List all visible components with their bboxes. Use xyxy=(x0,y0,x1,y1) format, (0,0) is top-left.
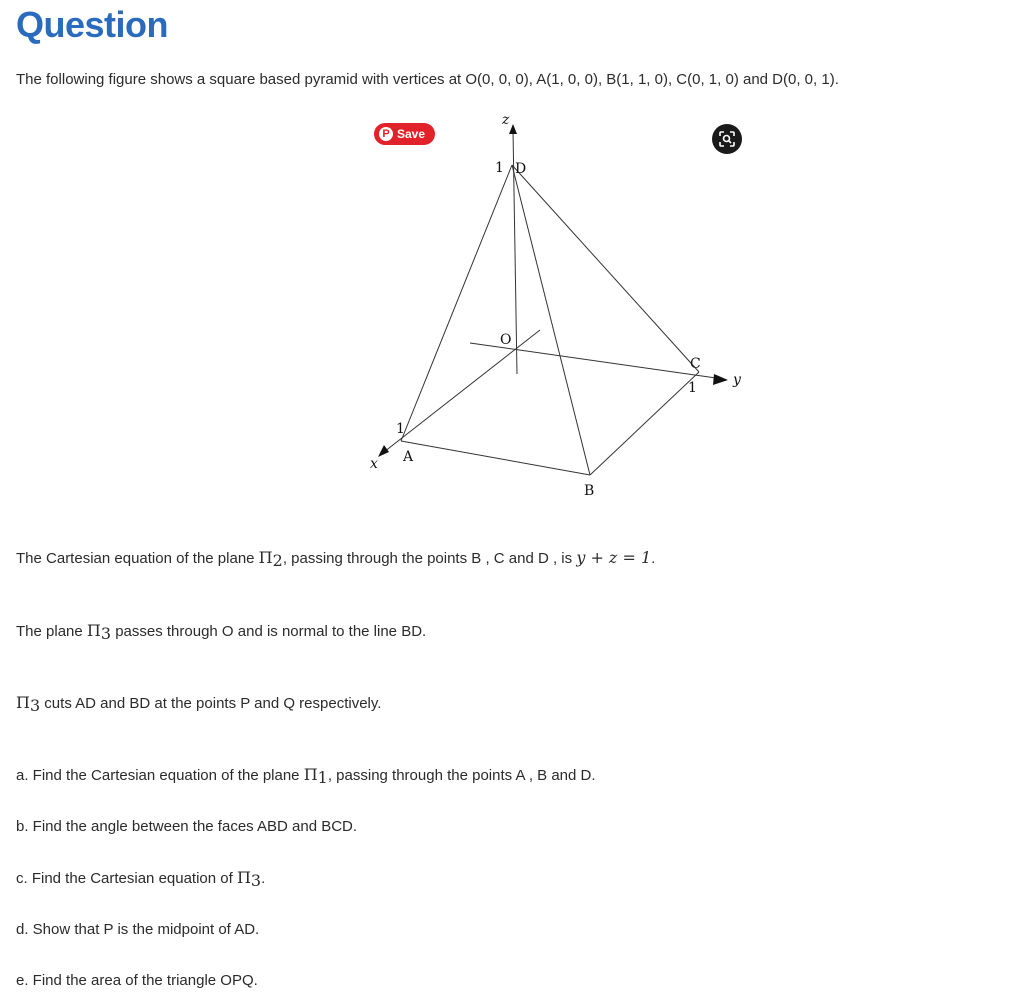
intro-text: The following figure shows a square based pyramid with vertices at O(0, 0, 0), A(1, 0, 0), B(1, 1, 0), C(0, 1, 0) and D(0, 0, 1). xyxy=(16,71,839,88)
label-y: y xyxy=(733,372,741,388)
part-b: b. Find the angle between the faces ABD and BCD. xyxy=(16,818,358,835)
x-axis xyxy=(384,330,540,452)
edge-AB xyxy=(401,441,590,475)
x-arrowhead xyxy=(378,445,389,457)
label-D: D xyxy=(515,161,527,177)
label-A: A xyxy=(403,449,414,465)
label-one-z: 1 xyxy=(495,160,504,176)
edge-DB xyxy=(512,165,590,475)
plane3-statement: The plane $\Pi_3$ passes through O and is normal to the line BD. xyxy=(16,621,427,643)
y-axis xyxy=(470,343,716,378)
part-a: a. Find the Cartesian equation of the plane $\Pi_1$, passing through the points A , B and D. xyxy=(16,765,596,787)
y-arrowhead xyxy=(713,374,728,385)
label-one-x: 1 xyxy=(396,421,405,437)
visual-search-button[interactable] xyxy=(712,124,742,154)
label-x: x xyxy=(370,456,378,472)
page-title: Question xyxy=(16,4,169,45)
part-d: d. Show that P is the midpoint of AD. xyxy=(16,921,260,938)
edge-DA xyxy=(401,165,512,441)
label-O: O xyxy=(500,332,512,348)
pinterest-save-button[interactable] xyxy=(374,123,435,145)
plane2-statement: The Cartesian equation of the plane $\Pi_2$, passing through the points B , C and D , is y + z = 1. xyxy=(16,548,656,570)
label-z: z xyxy=(502,112,510,128)
edge-BC xyxy=(590,372,699,475)
visual-search-icon xyxy=(718,130,736,148)
part-e: e. Find the area of the triangle OPQ. xyxy=(16,972,258,989)
pinterest-icon: P xyxy=(379,127,393,141)
part-c: c. Find the Cartesian equation of $\Pi_3$. xyxy=(16,868,266,890)
z-arrowhead xyxy=(509,124,517,134)
label-one-y: 1 xyxy=(688,380,697,396)
pyramid-figure xyxy=(360,108,760,508)
cuts-statement: $\Pi_3$ cuts AD and BD at the points P and Q respectively. xyxy=(16,693,382,715)
edge-DC xyxy=(512,165,699,372)
label-C: C xyxy=(690,356,701,372)
label-B: B xyxy=(584,483,595,499)
save-label: Save xyxy=(397,127,426,141)
